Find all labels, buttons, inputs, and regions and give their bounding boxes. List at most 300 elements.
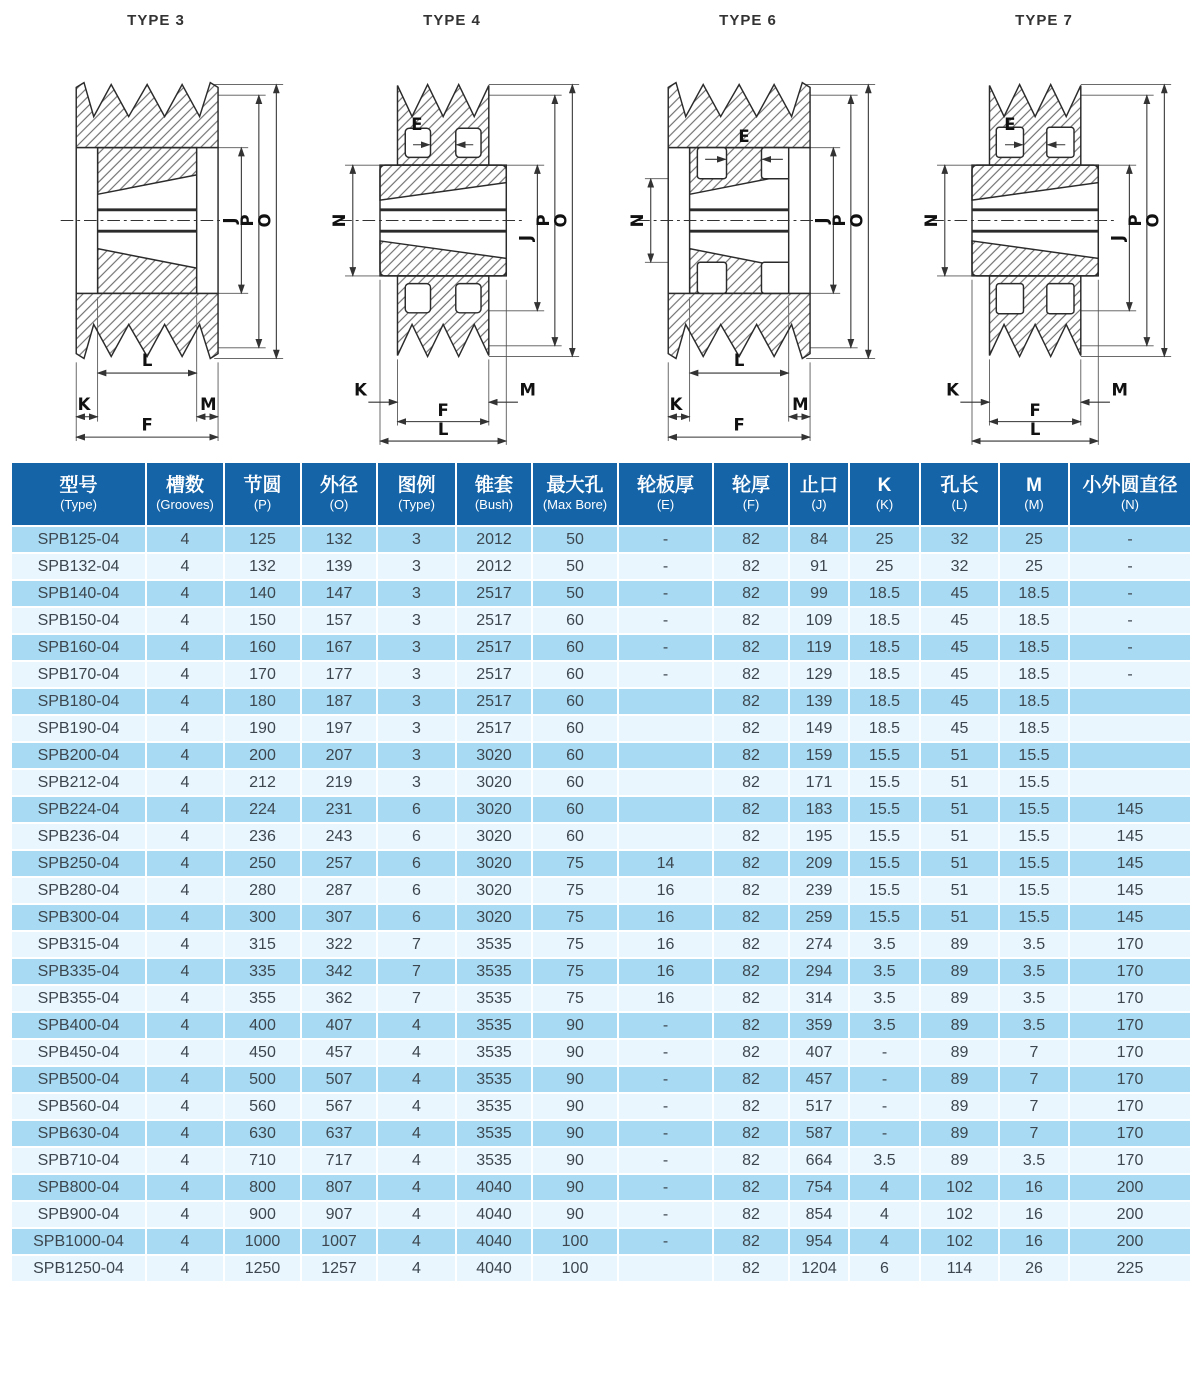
spec-cell: 300 (224, 904, 301, 931)
column-header-en: (P) (253, 497, 272, 513)
spec-cell: 15.5 (999, 904, 1069, 931)
spec-cell: 25 (849, 553, 920, 580)
spec-cell: 16 (618, 877, 713, 904)
dim-label-f: F (1029, 400, 1041, 420)
dim-label-j: J (1108, 234, 1128, 242)
dim-label-n: N (627, 213, 647, 228)
spec-cell: 82 (713, 1174, 789, 1201)
spec-cell: 3020 (456, 796, 532, 823)
dim-label-l: L (141, 351, 153, 371)
column-header-en: (O) (329, 497, 349, 513)
spec-table-wrap (0, 447, 1200, 1287)
model-cell: SPB224-04 (11, 796, 146, 823)
spec-cell: 102 (920, 1228, 999, 1255)
table-row (11, 1174, 1191, 1201)
spec-cell: 4 (146, 1255, 224, 1282)
spec-cell: 664 (789, 1147, 849, 1174)
spec-cell: 4 (146, 607, 224, 634)
spec-cell: 4 (146, 931, 224, 958)
spec-cell: 3.5 (849, 1012, 920, 1039)
table-row (11, 1147, 1191, 1174)
spec-cell: 3 (377, 607, 456, 634)
model-cell: SPB170-04 (11, 661, 146, 688)
spec-cell: 51 (920, 877, 999, 904)
spec-cell: 60 (532, 769, 618, 796)
type-7-drawing (904, 29, 1176, 447)
model-cell: SPB200-04 (11, 742, 146, 769)
spec-cell: 99 (789, 580, 849, 607)
table-row (11, 850, 1191, 877)
spec-cell: 807 (301, 1174, 377, 1201)
spec-cell: 90 (532, 1120, 618, 1147)
spec-cell: 4 (377, 1093, 456, 1120)
dim-label-m: M (792, 394, 809, 414)
dim-label-j: J (812, 217, 832, 224)
spec-cell: 3.5 (999, 985, 1069, 1012)
dim-label-f: F (437, 400, 449, 420)
spec-cell: 145 (1069, 850, 1191, 877)
spec-cell: 4 (146, 661, 224, 688)
spec-cell: 89 (920, 1147, 999, 1174)
spec-cell: 170 (1069, 931, 1191, 958)
spec-cell (1069, 715, 1191, 742)
model-cell: SPB132-04 (11, 553, 146, 580)
spec-cell: 7 (999, 1093, 1069, 1120)
spec-cell: 754 (789, 1174, 849, 1201)
spec-cell: 16 (618, 958, 713, 985)
table-row (11, 1066, 1191, 1093)
spec-cell: 159 (789, 742, 849, 769)
model-cell: SPB1000-04 (11, 1228, 146, 1255)
spec-cell: 1250 (224, 1255, 301, 1282)
spec-cell: 7 (999, 1039, 1069, 1066)
spec-cell: 18.5 (849, 688, 920, 715)
column-header-max-bore (532, 462, 618, 526)
spec-cell: 3020 (456, 769, 532, 796)
spec-cell: 82 (713, 1120, 789, 1147)
spec-cell: 4 (146, 985, 224, 1012)
spec-cell: 140 (224, 580, 301, 607)
diagram-type-6 (608, 8, 888, 447)
spec-cell: 4040 (456, 1255, 532, 1282)
spec-cell: 3 (377, 634, 456, 661)
model-cell: SPB500-04 (11, 1066, 146, 1093)
spec-cell: 82 (713, 607, 789, 634)
spec-cell: 132 (301, 526, 377, 553)
spec-cell: 3535 (456, 1093, 532, 1120)
spec-cell: 51 (920, 742, 999, 769)
spec-cell: 2012 (456, 526, 532, 553)
spec-cell: 82 (713, 931, 789, 958)
spec-cell: 4 (377, 1174, 456, 1201)
spec-cell: 145 (1069, 823, 1191, 850)
spec-cell: 89 (920, 1039, 999, 1066)
spec-cell: 180 (224, 688, 301, 715)
model-cell: SPB236-04 (11, 823, 146, 850)
spec-cell: - (849, 1039, 920, 1066)
spec-cell: 250 (224, 850, 301, 877)
column-header-zh: 最大孔 (546, 475, 604, 497)
spec-cell: 139 (789, 688, 849, 715)
spec-cell: 45 (920, 580, 999, 607)
spec-cell: 170 (1069, 1120, 1191, 1147)
spec-cell: 4 (377, 1147, 456, 1174)
diagram-type-7 (904, 8, 1184, 447)
spec-cell: 15.5 (849, 877, 920, 904)
spec-cell: 314 (789, 985, 849, 1012)
spec-cell: 243 (301, 823, 377, 850)
spec-cell: 15.5 (999, 850, 1069, 877)
spec-cell: 89 (920, 1093, 999, 1120)
spec-cell: 954 (789, 1228, 849, 1255)
spec-cell: 4 (146, 1093, 224, 1120)
dim-label-k: K (77, 394, 91, 414)
diagram-title-type-4: TYPE 4 (423, 12, 481, 29)
column-header-o (301, 462, 377, 526)
spec-cell: 3.5 (999, 1012, 1069, 1039)
spec-cell: 7 (377, 931, 456, 958)
spec-cell: 800 (224, 1174, 301, 1201)
spec-cell: 32 (920, 553, 999, 580)
spec-cell: 145 (1069, 796, 1191, 823)
spec-cell: 4 (377, 1228, 456, 1255)
spec-cell: 82 (713, 850, 789, 877)
spec-cell: 60 (532, 742, 618, 769)
spec-cell: 177 (301, 661, 377, 688)
spec-cell: 91 (789, 553, 849, 580)
spec-cell: 3 (377, 688, 456, 715)
spec-cell: 18.5 (999, 607, 1069, 634)
spec-cell: 18.5 (999, 688, 1069, 715)
spec-cell: 170 (1069, 1039, 1191, 1066)
dim-label-k: K (946, 380, 959, 400)
model-cell: SPB710-04 (11, 1147, 146, 1174)
spec-cell: 4040 (456, 1174, 532, 1201)
spec-cell: 197 (301, 715, 377, 742)
spec-cell: - (618, 661, 713, 688)
spec-cell: - (618, 1147, 713, 1174)
spec-cell: 4 (146, 1228, 224, 1255)
spec-cell (618, 688, 713, 715)
spec-cell: 187 (301, 688, 377, 715)
spec-cell: 4 (377, 1066, 456, 1093)
column-header-bush (456, 462, 532, 526)
dim-label-p: P (534, 214, 554, 227)
spec-cell: 171 (789, 769, 849, 796)
dim-label-f: F (733, 415, 745, 435)
spec-cell (618, 1255, 713, 1282)
dim-label-k: K (669, 394, 683, 414)
spec-cell: 1257 (301, 1255, 377, 1282)
dim-label-o: O (847, 213, 867, 228)
spec-cell: 4 (377, 1120, 456, 1147)
spec-cell: 4 (377, 1201, 456, 1228)
column-header-en: (N) (1120, 497, 1140, 513)
spec-cell: 183 (789, 796, 849, 823)
spec-cell: 2517 (456, 607, 532, 634)
spec-cell: 3535 (456, 1066, 532, 1093)
spec-cell: 51 (920, 769, 999, 796)
spec-cell: 3535 (456, 985, 532, 1012)
spec-cell: 2012 (456, 553, 532, 580)
spec-cell: 114 (920, 1255, 999, 1282)
spec-cell: 82 (713, 769, 789, 796)
spec-cell: 102 (920, 1174, 999, 1201)
spec-cell: 239 (789, 877, 849, 904)
spec-cell: 407 (789, 1039, 849, 1066)
spec-cell: 4 (146, 796, 224, 823)
diagram-title-type-6: TYPE 6 (719, 12, 777, 29)
spec-cell: - (618, 1012, 713, 1039)
spec-cell: 15.5 (849, 850, 920, 877)
spec-cell: 355 (224, 985, 301, 1012)
diagram-title-type-7: TYPE 7 (1015, 12, 1073, 29)
spec-cell: 587 (789, 1120, 849, 1147)
spec-cell: 3.5 (999, 1147, 1069, 1174)
column-header-en: (L) (951, 497, 968, 513)
spec-cell: 3 (377, 661, 456, 688)
column-header-p (224, 462, 301, 526)
spec-cell: 100 (532, 1255, 618, 1282)
spec-cell: 7 (999, 1066, 1069, 1093)
model-cell: SPB355-04 (11, 985, 146, 1012)
dim-label-n: N (330, 213, 350, 228)
spec-cell: 82 (713, 985, 789, 1012)
dim-label-j: J (220, 217, 240, 224)
spec-cell: 82 (713, 1228, 789, 1255)
model-cell: SPB250-04 (11, 850, 146, 877)
spec-cell: 100 (532, 1228, 618, 1255)
spec-cell: 6 (377, 904, 456, 931)
spec-cell: 75 (532, 904, 618, 931)
spec-cell: 287 (301, 877, 377, 904)
spec-cell: 90 (532, 1039, 618, 1066)
table-row (11, 958, 1191, 985)
spec-cell: - (1069, 580, 1191, 607)
model-cell: SPB160-04 (11, 634, 146, 661)
spec-cell: 82 (713, 1255, 789, 1282)
spec-cell: 710 (224, 1147, 301, 1174)
spec-cell: 6 (377, 877, 456, 904)
spec-cell: 359 (789, 1012, 849, 1039)
spec-cell: 4 (146, 877, 224, 904)
spec-cell: 6 (377, 796, 456, 823)
model-cell: SPB140-04 (11, 580, 146, 607)
spec-cell: 3020 (456, 850, 532, 877)
spec-cell: 4 (146, 958, 224, 985)
spec-cell: 18.5 (849, 634, 920, 661)
spec-cell: 25 (999, 553, 1069, 580)
spec-cell: 132 (224, 553, 301, 580)
spec-cell: 507 (301, 1066, 377, 1093)
dim-label-k: K (354, 380, 367, 400)
table-row (11, 904, 1191, 931)
spec-cell: 149 (789, 715, 849, 742)
spec-cell: - (618, 1093, 713, 1120)
spec-cell: 18.5 (849, 607, 920, 634)
spec-cell: 517 (789, 1093, 849, 1120)
spec-cell: 89 (920, 1012, 999, 1039)
table-row (11, 1228, 1191, 1255)
dim-label-l: L (733, 351, 745, 371)
table-row (11, 1120, 1191, 1147)
column-header-zh: M (1026, 475, 1042, 497)
spec-cell: 25 (999, 526, 1069, 553)
spec-cell: 16 (618, 985, 713, 1012)
type-3-drawing (16, 29, 288, 447)
spec-cell: 1204 (789, 1255, 849, 1282)
spec-cell: 84 (789, 526, 849, 553)
spec-cell: 4 (146, 688, 224, 715)
spec-cell: 150 (224, 607, 301, 634)
spec-cell: 3.5 (849, 985, 920, 1012)
table-row (11, 877, 1191, 904)
spec-cell: 4 (146, 850, 224, 877)
spec-cell: 16 (999, 1201, 1069, 1228)
spec-cell: - (1069, 553, 1191, 580)
spec-cell: 89 (920, 1120, 999, 1147)
spec-cell: 3535 (456, 931, 532, 958)
column-header-zh: 孔长 (940, 475, 979, 497)
spec-cell: 2517 (456, 661, 532, 688)
spec-cell: 4 (146, 553, 224, 580)
spec-cell: 82 (713, 1012, 789, 1039)
spec-cell: 7 (377, 985, 456, 1012)
column-header-zh: 锥套 (474, 475, 513, 497)
spec-cell: 45 (920, 688, 999, 715)
spec-cell: 60 (532, 715, 618, 742)
column-header-f (713, 462, 789, 526)
spec-cell: 4 (146, 1174, 224, 1201)
table-row (11, 769, 1191, 796)
spec-cell: 15.5 (999, 877, 1069, 904)
dim-label-m: M (200, 394, 217, 414)
spec-cell: 209 (789, 850, 849, 877)
spec-cell: 18.5 (849, 580, 920, 607)
spec-cell: 26 (999, 1255, 1069, 1282)
spec-cell: 45 (920, 607, 999, 634)
spec-cell: 82 (713, 580, 789, 607)
spec-cell: 257 (301, 850, 377, 877)
spec-cell: - (618, 1120, 713, 1147)
spec-cell: 3.5 (849, 958, 920, 985)
spec-cell: 15.5 (849, 769, 920, 796)
dim-label-e: E (1004, 115, 1016, 135)
spec-cell: 500 (224, 1066, 301, 1093)
spec-cell: 630 (224, 1120, 301, 1147)
model-cell: SPB212-04 (11, 769, 146, 796)
header-row (11, 462, 1191, 526)
spec-cell: 16 (618, 904, 713, 931)
spec-cell: 7 (999, 1120, 1069, 1147)
table-row (11, 634, 1191, 661)
spec-cell: 3.5 (999, 931, 1069, 958)
spec-cell: 147 (301, 580, 377, 607)
spec-cell: 90 (532, 1147, 618, 1174)
spec-cell: - (618, 634, 713, 661)
spec-cell: 4040 (456, 1228, 532, 1255)
spec-cell: 14 (618, 850, 713, 877)
dim-label-p: P (830, 214, 850, 227)
spec-cell: 157 (301, 607, 377, 634)
column-header-zh: 槽数 (165, 475, 204, 497)
spec-cell: 1007 (301, 1228, 377, 1255)
spec-cell: 3535 (456, 1147, 532, 1174)
spec-cell: 60 (532, 796, 618, 823)
spec-cell: 18.5 (849, 661, 920, 688)
spec-cell: 170 (1069, 1147, 1191, 1174)
spec-cell: 457 (301, 1039, 377, 1066)
spec-cell: 82 (713, 1093, 789, 1120)
column-header-en: (J) (811, 497, 827, 513)
spec-cell: 15.5 (999, 769, 1069, 796)
spec-cell: 15.5 (999, 742, 1069, 769)
spec-cell: 457 (789, 1066, 849, 1093)
spec-cell: 3535 (456, 1012, 532, 1039)
dim-label-f: F (141, 415, 153, 435)
column-header-type (11, 462, 146, 526)
dim-label-m: M (1111, 380, 1128, 400)
spec-cell: 145 (1069, 877, 1191, 904)
spec-cell: 854 (789, 1201, 849, 1228)
table-row (11, 796, 1191, 823)
spec-cell: - (618, 1174, 713, 1201)
spec-cell: 60 (532, 661, 618, 688)
model-cell: SPB315-04 (11, 931, 146, 958)
spec-cell: 212 (224, 769, 301, 796)
spec-cell: 259 (789, 904, 849, 931)
model-cell: SPB300-04 (11, 904, 146, 931)
spec-cell: 3020 (456, 877, 532, 904)
spec-cell: 51 (920, 904, 999, 931)
column-header-legend (377, 462, 456, 526)
spec-cell: 200 (1069, 1228, 1191, 1255)
spec-cell: 4 (146, 1066, 224, 1093)
spec-cell: 89 (920, 931, 999, 958)
spec-cell: 4 (146, 715, 224, 742)
spec-cell: 3 (377, 580, 456, 607)
column-header-grooves (146, 462, 224, 526)
spec-cell: 82 (713, 877, 789, 904)
spec-cell: 4 (146, 904, 224, 931)
spec-cell: 18.5 (999, 634, 1069, 661)
spec-cell: 274 (789, 931, 849, 958)
spec-cell: 195 (789, 823, 849, 850)
spec-cell: 200 (224, 742, 301, 769)
model-cell: SPB180-04 (11, 688, 146, 715)
spec-cell: 717 (301, 1147, 377, 1174)
model-cell: SPB450-04 (11, 1039, 146, 1066)
column-header-zh: 节圆 (243, 475, 282, 497)
spec-cell: 170 (1069, 1012, 1191, 1039)
spec-cell: 342 (301, 958, 377, 985)
spec-cell: 3.5 (849, 1147, 920, 1174)
column-header-zh: 图例 (397, 475, 436, 497)
dim-label-n: N (922, 213, 942, 228)
spec-cell (618, 823, 713, 850)
spec-cell: 315 (224, 931, 301, 958)
spec-cell: 32 (920, 526, 999, 553)
spec-cell: 50 (532, 580, 618, 607)
spec-cell: 322 (301, 931, 377, 958)
spec-cell: 90 (532, 1201, 618, 1228)
spec-cell: 75 (532, 877, 618, 904)
spec-cell: 4 (146, 742, 224, 769)
model-cell: SPB400-04 (11, 1012, 146, 1039)
spec-cell: 225 (1069, 1255, 1191, 1282)
spec-cell: 4 (146, 1012, 224, 1039)
dim-label-j: J (516, 234, 536, 242)
